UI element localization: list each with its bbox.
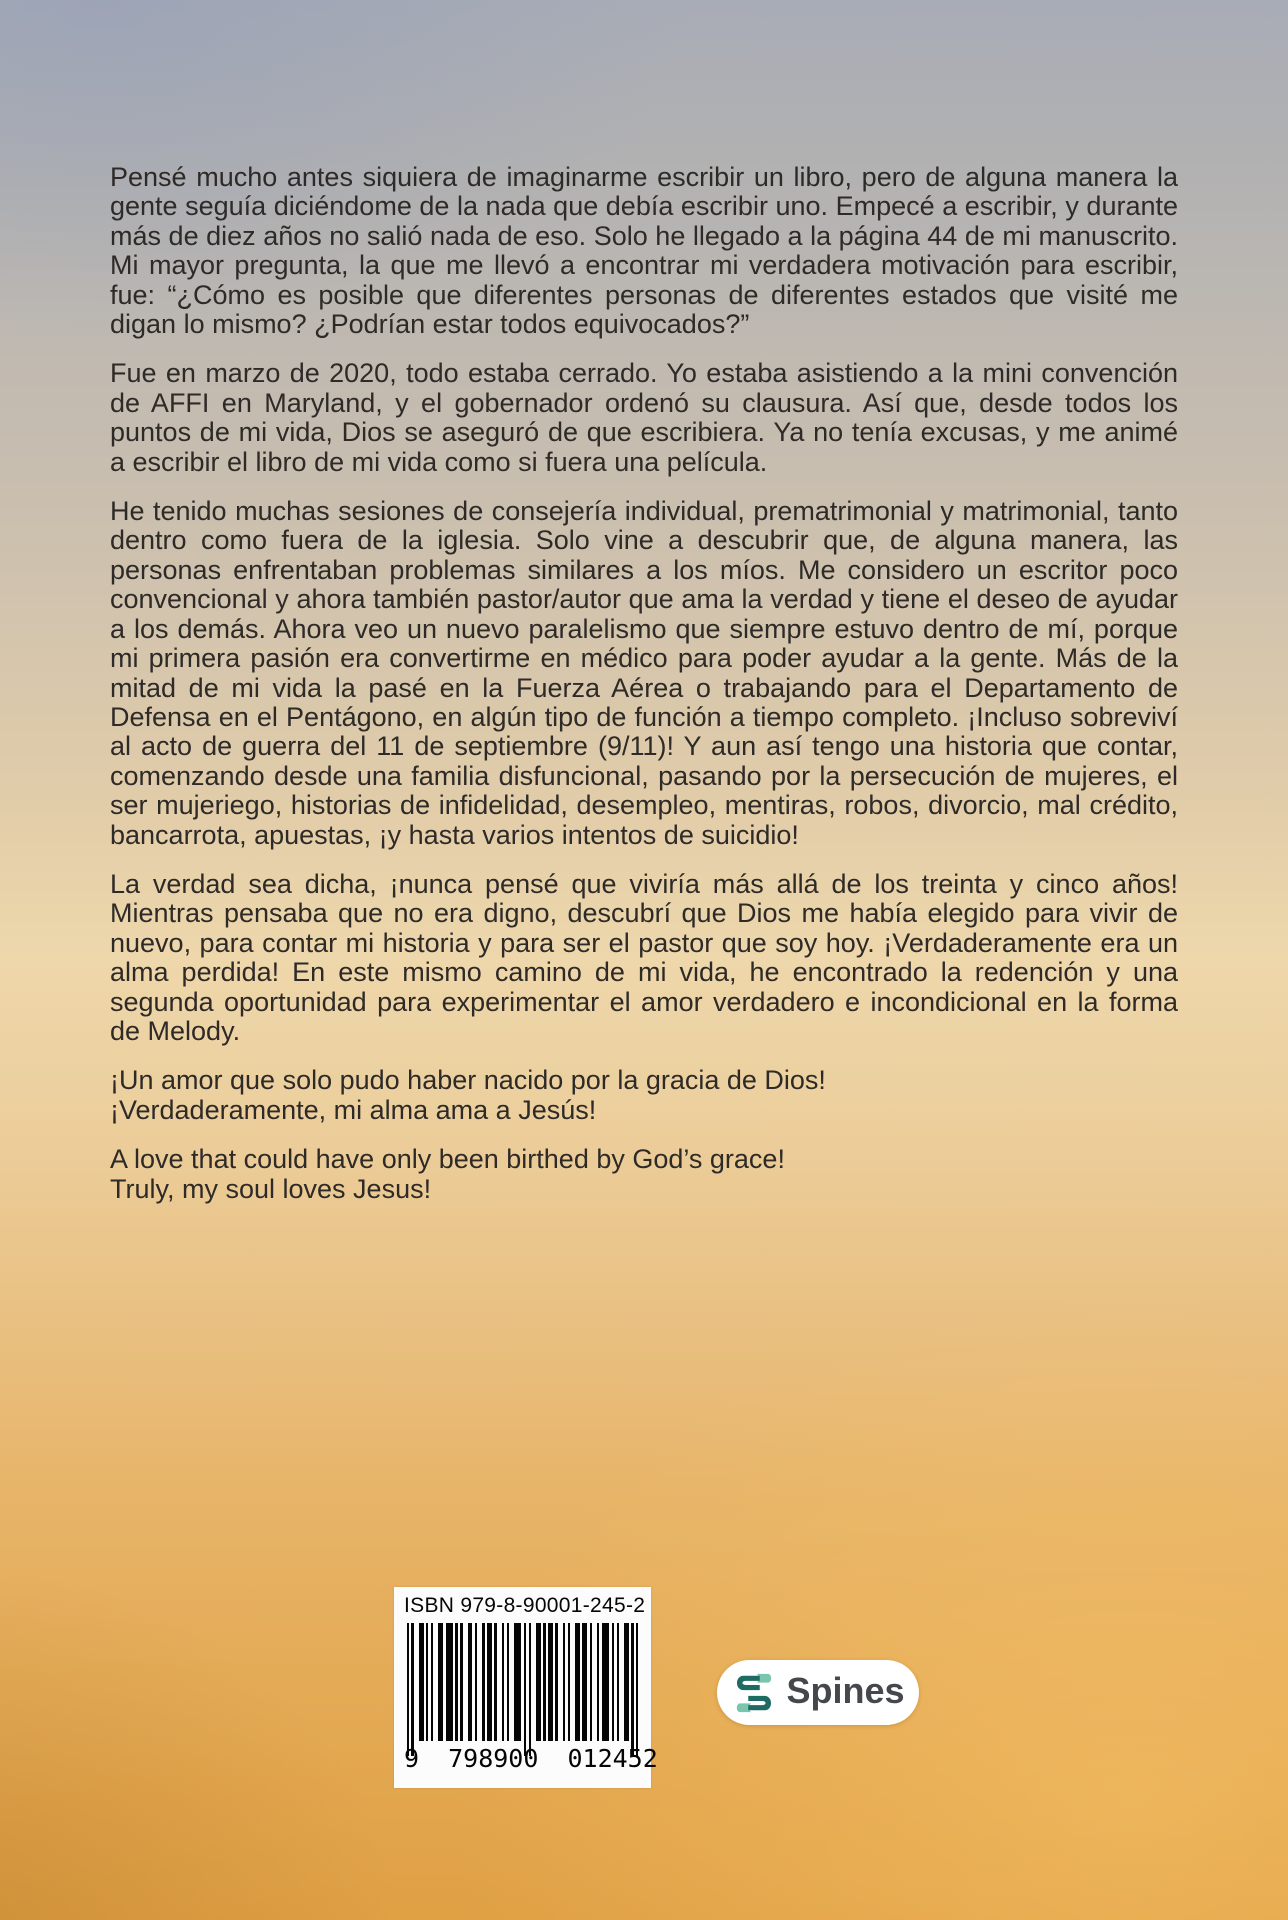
spanish-exclamation-line-2: ¡Verdaderamente, mi alma ama a Jesús! (110, 1094, 597, 1125)
publisher-name: Spines (786, 1670, 905, 1711)
barcode-digits: 9 798900 012452 (404, 1744, 658, 1773)
paragraph-4: La verdad sea dicha, ¡nunca pensé que viviría más allá de los treinta y cinco años! Mientras pensaba que no era digno, descubrí que Dios me había elegido para vivir de nuevo, para contar mi historia y para ser el pastor que soy hoy. ¡Verdaderamente era un alma perdida! En este mismo camino de mi vida, he encontrado la redención y una segunda oportunidad para experimentar el amor verdadero e incondicional en la forma de Melody. (110, 868, 1178, 1046)
paragraph-1: Pensé mucho antes siquiera de imaginarme escribir un libro, pero de alguna manera la gente seguía diciéndome de la nada que debía escribir uno. Empecé a escribir, y durante más de diez años no salió nada de eso. Solo he llegado a la página 44 de mi manuscrito. Mi mayor pregunta, la que me llevó a encontrar mi verdadera motivación para escribir, fue: “¿Cómo es posible que diferentes personas de diferentes estados que visité me digan lo mismo? ¿Podrían estar todos equivocados?” (110, 162, 1178, 340)
paragraph-2: Fue en marzo de 2020, todo estaba cerrado. Yo estaba asistiendo a la mini convención de AFFI en Maryland, y el gobernador ordenó su clausura. Así que, desde todos los puntos de mi vida, Dios se aseguró de que escribiera. Ya no tenía excusas, y me animé a escribir el libro de mi vida como si fuera una película. (110, 358, 1178, 477)
back-cover-text (110, 163, 1178, 1224)
spanish-exclamation (110, 1066, 1178, 1125)
spines-book-s-icon (731, 1670, 777, 1716)
logo-top-spine (737, 1675, 760, 1689)
publisher-logo (717, 1660, 919, 1725)
english-exclamation-line-1: A love that could have only been birthed by God’s grace! (110, 1144, 785, 1175)
english-exclamation-line-2: Truly, my soul loves Jesus! (110, 1173, 432, 1204)
barcode-bars (404, 1623, 641, 1756)
paragraph-3: He tenido muchas sesiones de consejería individual, prematrimonial y matrimonial, tanto dentro como fuera de la iglesia. Solo vine a descubrir que, de alguna manera, las personas enfrentaban problemas similares a los míos. Me considero un escritor poco convencional y ahora también pastor/autor que ama la verdad y tiene el deseo de ayudar a los demás. Ahora veo un nuevo paralelismo que siempre estuvo dentro de mí, porque mi primera pasión era convertirme en médico para poder ayudar a la gente. Más de la mitad de mi vida la pasé en la Fuerza Aérea o trabajando para el Departamento de Defensa en el Pentágono, en algún tipo de función a tiempo completo. ¡Incluso sobreviví al acto de guerra del 11 de septiembre (9/11)! Y aun así tengo una historia que contar, comenzando desde una familia disfuncional, pasando por la persecución de mujeres, el ser mujeriego, historias de infidelidad, desempleo, mentiras, robos, divorcio, mal crédito, bancarrota, apuestas, ¡y hasta varios intentos de suicidio! (110, 496, 1178, 850)
logo-bottom-spine (749, 1695, 772, 1709)
spanish-exclamation-line-1: ¡Un amor que solo pudo haber nacido por la gracia de Dios! (110, 1065, 826, 1096)
english-exclamation (110, 1145, 1178, 1204)
isbn-number: ISBN 979-8-90001-245-2 (404, 1594, 646, 1617)
isbn-barcode (394, 1587, 658, 1788)
